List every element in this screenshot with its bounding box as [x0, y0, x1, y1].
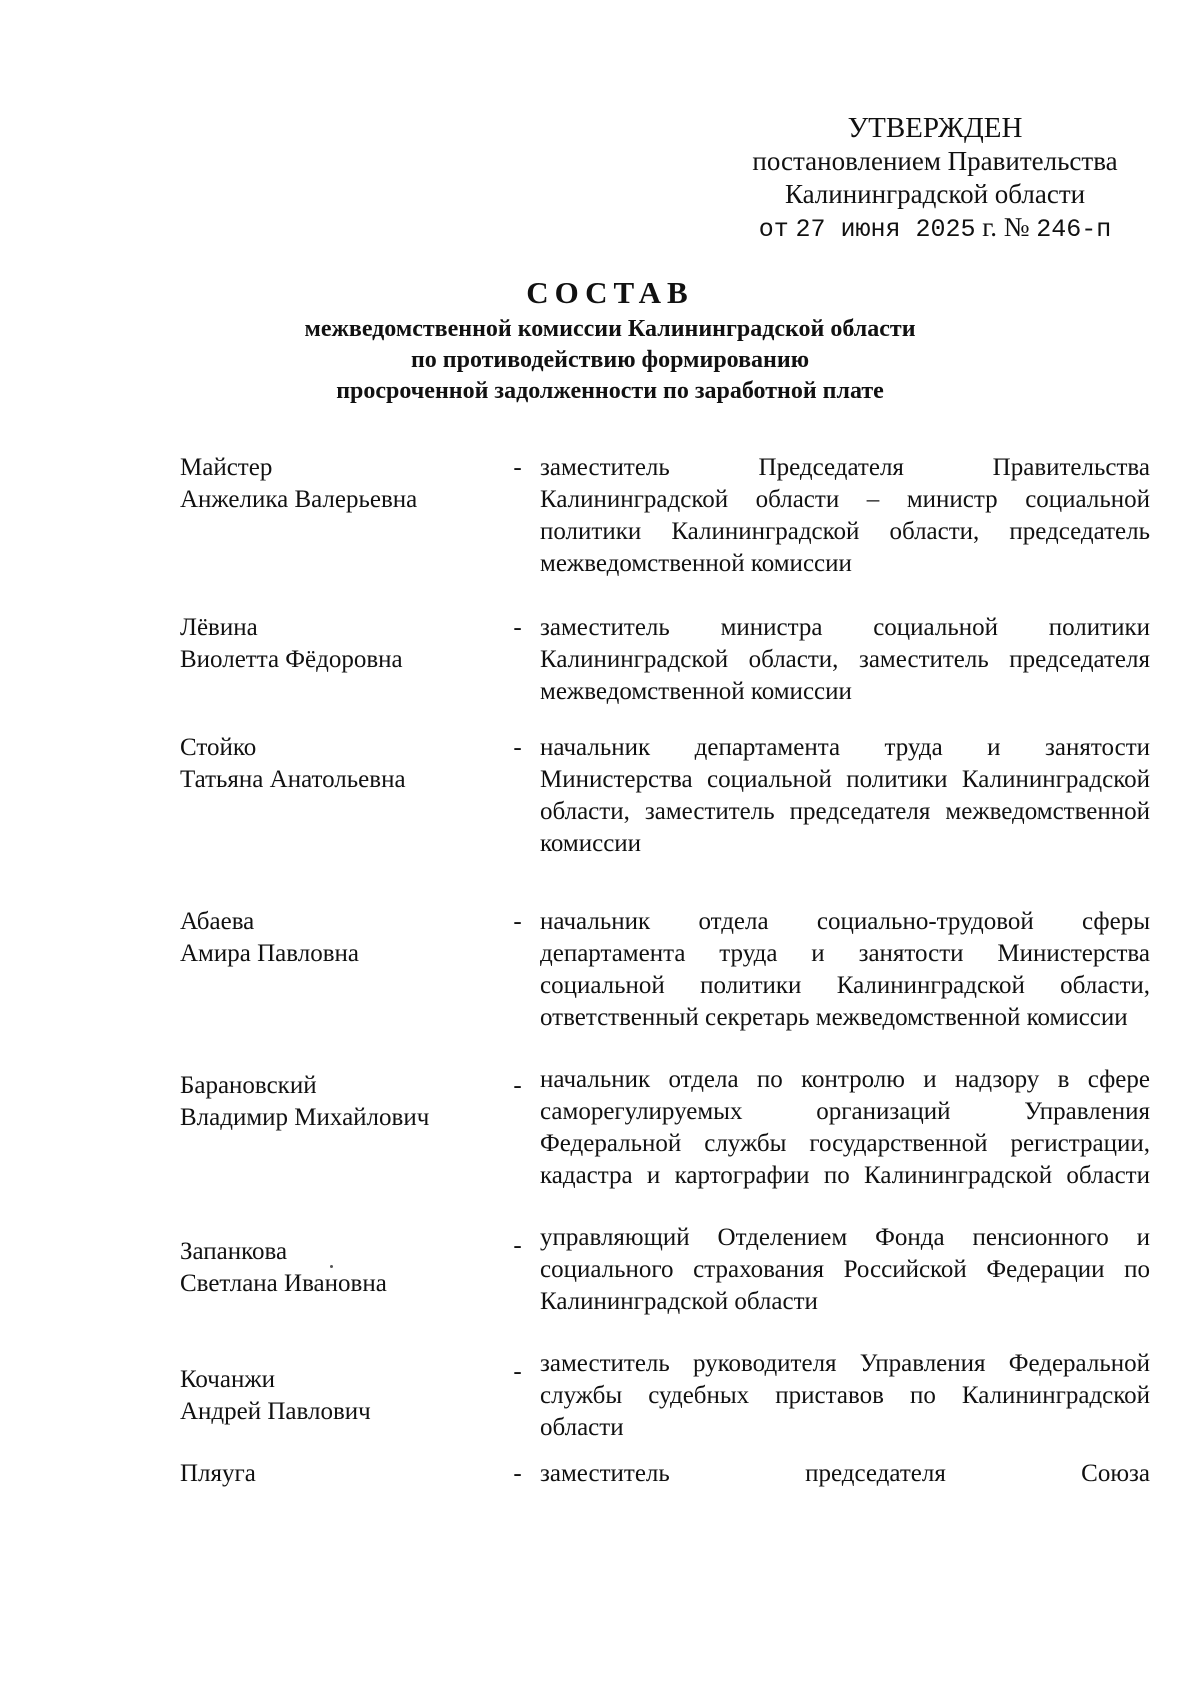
member-position: начальник отдела по контролю и надзору в сфере саморегулируемых организаций Управления Федеральной службы государственной регистрации, кадастра и картографии по Калининградской области	[540, 1066, 1150, 1189]
member-row	[180, 452, 1150, 580]
member-surname: Стойко	[180, 734, 257, 761]
member-row	[180, 906, 1150, 1034]
member-surname: Барановский	[180, 1072, 317, 1099]
member-name	[180, 1222, 495, 1300]
member-name	[180, 906, 495, 970]
member-dash: -	[513, 1072, 522, 1099]
document-heading	[150, 272, 1070, 407]
document-title: СОСТАВ	[526, 275, 694, 310]
year-number-label: г. №	[982, 212, 1030, 242]
date-prefix: от	[758, 215, 789, 244]
member-surname: Лёвина	[180, 614, 258, 641]
member-name	[180, 1458, 495, 1490]
member-given-name: Татьяна Анатольевна	[180, 766, 406, 793]
member-dash: -	[513, 734, 522, 761]
member-dash: -	[513, 1460, 522, 1487]
member-given-name: Андрей Павлович	[180, 1398, 371, 1425]
member-name	[180, 732, 495, 796]
member-position: заместитель министра социальной политики Калининградской области, заместитель председателя межведомственной комиссии	[540, 614, 1150, 705]
document-subtitle-3: просроченной задолженности по заработной плате	[336, 378, 884, 404]
member-surname: Кочанжи	[180, 1366, 275, 1393]
member-position: заместитель руководителя Управления Федеральной службы судебных приставов по Калининградской области	[540, 1350, 1150, 1441]
member-position: управляющий Отделением Фонда пенсионного и социального страхования Российской Федерации по Калининградской области	[540, 1224, 1150, 1315]
approval-date-line	[720, 211, 1150, 246]
approval-date: 27 июня 2025	[795, 215, 976, 244]
member-surname: Пляуга	[180, 1460, 256, 1487]
member-surname: Абаева	[180, 908, 255, 935]
member-row	[180, 732, 1150, 860]
document-subtitle-2: по противодействию формированию	[410, 347, 810, 373]
approval-line-1: постановлением Правительства	[752, 146, 1118, 176]
member-row	[180, 1064, 1150, 1192]
approval-title: УТВЕРЖДЕН	[847, 112, 1023, 144]
member-given-name: Амира Павловна	[180, 940, 359, 967]
member-name	[180, 1348, 495, 1428]
member-given-name: Светлана Ивановна	[180, 1270, 387, 1297]
member-position: заместитель председателя Союза	[540, 1460, 1150, 1487]
member-position: начальник департамента труда и занятости Министерства социальной политики Калининградской области, заместитель председателя межведомственной комиссии	[540, 734, 1150, 857]
approval-number: 246-п	[1036, 215, 1112, 244]
member-given-name: Виолетта Фёдоровна	[180, 646, 403, 673]
approval-line-2: Калининградской области	[784, 179, 1086, 209]
member-dash: -	[513, 614, 522, 641]
member-surname: Майстер	[180, 454, 273, 481]
document-subtitle-1: межведомственной комиссии Калининградской области	[304, 316, 916, 342]
member-dash: -	[513, 908, 522, 935]
member-dash: -	[513, 454, 522, 481]
member-surname: Запанкова	[180, 1238, 288, 1265]
member-given-name: Анжелика Валерьевна	[180, 486, 418, 513]
scan-speck	[330, 1265, 333, 1268]
member-dash: -	[513, 1358, 522, 1385]
members-list	[180, 452, 1150, 1490]
member-row	[180, 612, 1150, 708]
member-position: начальник отдела социально-трудовой сферы департамента труда и занятости Министерства социальной политики Калининградской области, ответственный секретарь межведомственной комиссии	[540, 908, 1150, 1031]
approval-stamp	[720, 112, 1150, 246]
member-name	[180, 452, 495, 516]
member-name	[180, 612, 495, 676]
member-name	[180, 1064, 495, 1134]
member-given-name: Владимир Михайлович	[180, 1104, 430, 1131]
member-row	[180, 1222, 1150, 1318]
member-row	[180, 1348, 1150, 1444]
member-position: заместитель Председателя Правительства Калининградской области – министр социальной политики Калининградской области, председатель межведомственной комиссии	[540, 454, 1150, 577]
member-row	[180, 1458, 1150, 1490]
member-dash: -	[513, 1232, 522, 1259]
